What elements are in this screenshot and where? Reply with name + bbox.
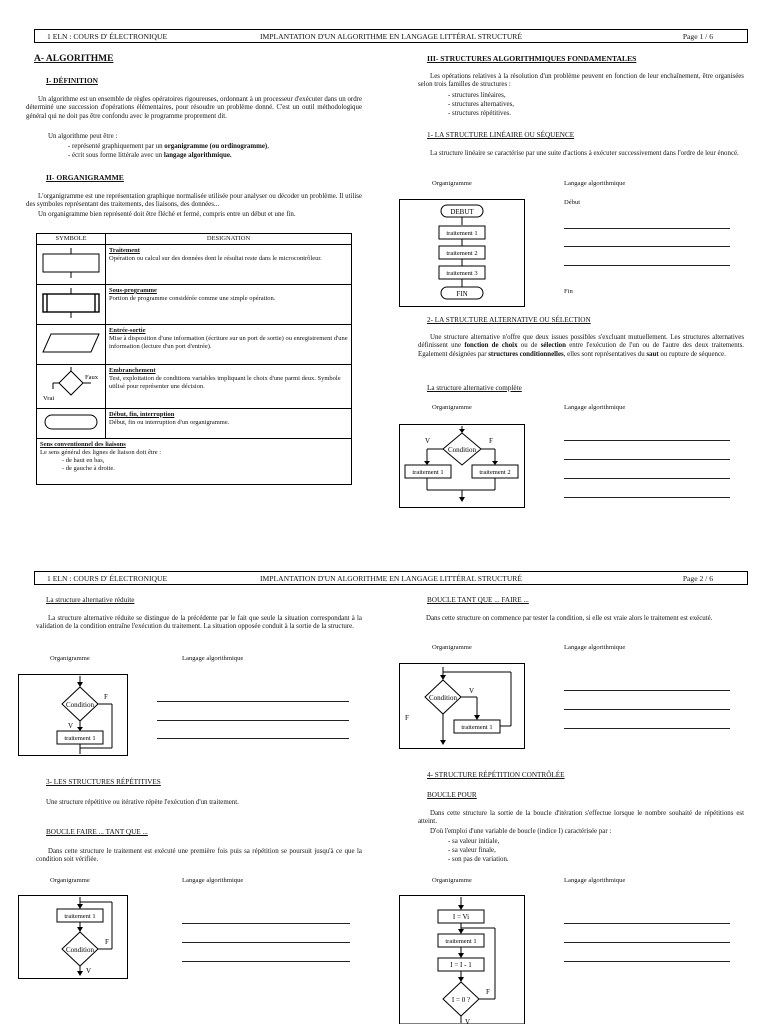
table-header-symbol: SYMBOLE [37, 234, 106, 245]
label-organigramme: Organigramme [432, 180, 472, 187]
i-zero-test-text: I = 0 ? [451, 996, 471, 1004]
f-label: F [105, 938, 109, 946]
bullet-text: , [267, 143, 269, 150]
structures-title: III- STRUCTURES ALGORITHMIQUES FONDAMENTALES [427, 54, 637, 63]
designation-title: Traitement [109, 246, 140, 254]
table-row [37, 244, 352, 284]
answer-line [564, 690, 730, 691]
traitement-1-text: traitement 1 [64, 913, 96, 920]
fin-text: FIN [456, 290, 468, 298]
answer-line [182, 961, 350, 962]
i-init-text: I = Vi [452, 913, 470, 921]
answer-line [564, 246, 730, 247]
input-output-symbol-icon [39, 328, 103, 358]
header-course: 1 ELN : COURS D' ÉLECTRONIQUE [47, 573, 168, 583]
boucle-tantque-flowchart [399, 663, 525, 749]
answer-line [182, 923, 350, 924]
label-langage: Langage algorithmique [564, 877, 626, 884]
f-label: F [405, 714, 409, 722]
answer-line [182, 942, 350, 943]
answer-line [157, 701, 349, 702]
traitement-1-text: traitement 1 [461, 724, 493, 731]
f-label: F [486, 988, 490, 996]
answer-line [157, 720, 349, 721]
para-bold: structures conditionnelles [488, 350, 564, 358]
alternative-reduced-paragraph: La structure alternative réduite se distingue de la précédente par le fait que seule la situation correspondant à la validation de la condition entraîne l'exécution du traitement. La situation opposée conduit à la sortie de la structure. [36, 615, 362, 631]
designation-text: Début, fin ou interruption d'un organigramme. [109, 418, 230, 426]
answer-line [564, 478, 730, 479]
boucle-pour-paragraph-2: D'où l'emploi d'une variable de boucle (indice I) caractérisée par : [430, 828, 612, 835]
answer-line [564, 961, 730, 962]
v-label: V [425, 437, 431, 445]
designation-cell [106, 324, 352, 364]
v-label: V [86, 967, 92, 975]
liaisons-cell [37, 438, 352, 484]
label-organigramme: Organigramme [432, 404, 472, 411]
designation-cell [106, 408, 352, 438]
linear-structure-title: 1- LA STRUCTURE LINÉAIRE OU SÉQUENCE [427, 131, 575, 139]
table-row [37, 438, 352, 484]
answer-line [564, 440, 730, 441]
header-title: IMPLANTATION D'UN ALGORITHME EN LANGAGE LITTÉRAL STRUCTURÉ [259, 31, 523, 41]
traitement-1-text: traitement 1 [445, 938, 477, 945]
label-langage: Langage algorithmique [564, 180, 626, 187]
designation-text: Test, exploitation de conditions variables impliquant le choix d'une parmi deux. Symbole utilisé pour représenter une décision. [109, 374, 341, 390]
boucle-pour-bullet-3: - son pas de variation. [448, 856, 509, 863]
liaisons-title: Sens conventionnel des liaisons [40, 440, 126, 448]
symbol-cell [37, 284, 106, 324]
designation-title: Entrée-sortie [109, 326, 146, 334]
boucle-pour-bullet-1: - sa valeur initiale, [448, 838, 500, 845]
para-text: Une structure alternative n'offre que deux issues possibles s'excluant mutuellement. Les structures alternatives définissent une [418, 334, 744, 350]
table-row [37, 284, 352, 324]
para-text: , elles sont représentatives du [563, 350, 647, 358]
answer-line [564, 942, 730, 943]
designation-cell [106, 364, 352, 408]
symbol-cell [37, 324, 106, 364]
controlled-repetition-title: 4- STRUCTURE RÉPÉTITION CONTRÔLÉE [427, 771, 565, 779]
structures-paragraph: Les opérations relatives à la résolution d'un problème peuvent en fonction de leur enchaînement, être organisées selon trois familles de structures : [418, 73, 744, 89]
label-langage: Langage algorithmique [182, 877, 244, 884]
label-organigramme: Organigramme [432, 644, 472, 651]
label-langage: Langage algorithmique [564, 404, 626, 411]
section-a-title: A- ALGORITHME [34, 54, 114, 64]
designation-text: Opération ou calcul sur des données dont le résultat reste dans le microcontrôleur. [109, 254, 322, 262]
label-debut: Début [564, 199, 581, 206]
page1-header [34, 29, 748, 43]
alternative-reduced-flowchart [18, 674, 128, 756]
table-row [37, 324, 352, 364]
f-label: F [489, 437, 493, 445]
definition-bullet-2 [68, 152, 232, 160]
boucle-pour-title: BOUCLE POUR [427, 791, 477, 799]
linear-flowchart [399, 199, 525, 307]
linear-structure-paragraph: La structure linéaire se caractérise par une suite d'actions à exécuter successivement dans l'ordre de leur énoncé. [430, 150, 739, 157]
page2-header [34, 571, 748, 585]
designation-title: Début, fin, interruption [109, 410, 175, 418]
traitement-2-text: traitement 2 [479, 469, 511, 476]
answer-line [564, 728, 730, 729]
header-page-number: Page 1 / 6 [682, 31, 713, 41]
symbol-table [36, 233, 352, 485]
answer-line [564, 265, 730, 266]
symbol-cell [37, 408, 106, 438]
process-symbol-icon [39, 248, 103, 278]
condition-text: Condition [65, 701, 95, 709]
subprogram-symbol-icon [39, 288, 103, 318]
designation-cell [106, 284, 352, 324]
traitement-1-text: traitement 1 [64, 735, 96, 742]
alternative-complete-flowchart [399, 424, 525, 508]
definition-paragraph: Un algorithme est un ensemble de règles opératoires rigoureuses, ordonnant à un processeur d'exécuter dans un ordre déterminé une succession d'opérations élémentaires, pour résoudre un problème donné. C'est un outil méthodologique général qui ne doit pas être confondu avec le programme proprement dit. [26, 96, 362, 120]
para-text: ou rupture de séquence. [658, 350, 726, 358]
boucle-faire-title: BOUCLE FAIRE ... TANT QUE ... [46, 828, 148, 836]
para-text: ou de [517, 342, 541, 350]
label-fin: Fin [564, 288, 573, 295]
designation-text: Portion de programme considérée comme une simple opération. [109, 294, 276, 302]
repetitive-structures-title: 3- LES STRUCTURES RÉPÉTITIVES [46, 778, 161, 786]
answer-line [564, 228, 730, 229]
liaisons-bullet: - de gauche à droite. [62, 464, 115, 472]
vrai-label: Vrai [43, 394, 55, 402]
designation-title: Sous-programme [109, 286, 157, 294]
structures-bullet-2: - structures alternatives, [448, 101, 515, 108]
condition-text: Condition [447, 446, 477, 454]
answer-line [564, 709, 730, 710]
designation-title: Embranchement [109, 366, 156, 374]
header-title: IMPLANTATION D'UN ALGORITHME EN LANGAGE LITTÉRAL STRUCTURÉ [259, 573, 523, 583]
alternative-complete-title: La structure alternative complète [427, 384, 522, 392]
para-text: entre l'exécution de l'un ou de l'autre des deux traitements. Egalement désignées par [418, 342, 744, 358]
designation-text: Mise à disposition d'une information (écriture sur un port de sortie) ou enregistrement d'une information (lecture d'un port d'entrée). [109, 334, 348, 350]
label-langage: Langage algorithmique [182, 655, 244, 662]
alternative-structure-title: 2- LA STRUCTURE ALTERNATIVE OU SÉLECTION [427, 316, 591, 324]
answer-line [564, 923, 730, 924]
answer-line [564, 497, 730, 498]
para-bold: fonction de choix [464, 342, 518, 350]
v-label: V [469, 687, 475, 695]
label-langage: Langage algorithmique [564, 644, 626, 651]
boucle-pour-paragraph: Dans cette structure la sortie de la boucle d'itération s'effectue lorsque le nombre souhaité de répétitions est atteint. [418, 810, 744, 826]
label-organigramme: Organigramme [50, 877, 90, 884]
v-label: V [68, 722, 74, 730]
traitement-2-text: traitement 2 [446, 250, 478, 257]
para-bold: sélection [540, 342, 566, 350]
definition-intro: Un algorithme peut être : [48, 133, 118, 140]
traitement-1-text: traitement 1 [412, 469, 444, 476]
v-label: V [465, 1018, 471, 1024]
designation-cell [106, 244, 352, 284]
bullet-bold: organigramme (ou ordinogramme) [164, 143, 268, 150]
organigramme-paragraph-2: Un organigramme bien représenté doit être fléché et fermé, compris entre un début et une fin. [38, 211, 296, 218]
i-decrement-text: I = I - 1 [450, 961, 472, 969]
header-course: 1 ELN : COURS D' ÉLECTRONIQUE [47, 31, 168, 41]
alternative-reduced-title: La structure alternative réduite [46, 596, 135, 604]
debut-text: DEBUT [450, 208, 474, 216]
condition-text: Condition [65, 946, 95, 954]
table-row [37, 408, 352, 438]
structures-bullet-3: - structures répétitives. [448, 110, 511, 117]
answer-line [157, 738, 349, 739]
traitement-1-text: traitement 1 [446, 230, 478, 237]
bullet-bold: langage algorithmique. [163, 152, 232, 159]
decision-symbol-icon [39, 367, 103, 403]
bullet-text: - représenté graphiquement par un [68, 143, 165, 150]
bullet-text: - écrit sous forme littérale avec un [68, 152, 164, 159]
repetitive-structures-paragraph: Une structure répétitive ou itérative répète l'exécution d'un traitement. [46, 799, 239, 806]
alternative-structure-paragraph [418, 334, 744, 359]
faux-label: Faux [85, 373, 98, 381]
terminal-symbol-icon [39, 411, 103, 433]
definition-bullet-1 [68, 143, 269, 151]
condition-text: Condition [428, 694, 458, 702]
label-organigramme: Organigramme [50, 655, 90, 662]
boucle-pour-flowchart [399, 895, 525, 1024]
para-bold: saut [646, 350, 659, 358]
answer-line [564, 459, 730, 460]
boucle-tantque-title: BOUCLE TANT QUE ... FAIRE ... [427, 596, 529, 604]
liaisons-text: Le sens général des lignes de liaison doit être : [40, 448, 162, 456]
organigramme-paragraph: L'organigramme est une représentation graphique normalisée utilisée pour analyser ou décoder un problème. Il utilise des symboles représentant des traitements, des liaisons, des données... [26, 193, 362, 209]
label-organigramme: Organigramme [432, 877, 472, 884]
symbol-cell [37, 244, 106, 284]
boucle-pour-bullet-2: - sa valeur finale, [448, 847, 496, 854]
traitement-3-text: traitement 3 [446, 270, 478, 277]
symbol-cell [37, 364, 106, 408]
table-row [37, 364, 352, 408]
boucle-faire-paragraph: Dans cette structure le traitement est exécuté une première fois puis sa répétition se poursuit jusqu'à ce que la condition soit vérifiée. [36, 848, 362, 864]
header-page-number: Page 2 / 6 [682, 573, 713, 583]
boucle-faire-flowchart [18, 895, 128, 979]
boucle-tantque-paragraph: Dans cette structure on commence par tester la condition, si elle est vraie alors le traitement est exécuté. [426, 615, 713, 622]
structures-bullet-1: - structures linéaires, [448, 92, 506, 99]
f-label: F [104, 693, 108, 701]
liaisons-bullet: - de haut en bas, [62, 456, 105, 464]
organigramme-title: II- ORGANIGRAMME [46, 173, 124, 182]
table-header-designation: DESIGNATION [106, 234, 352, 245]
definition-title: I- DÉFINITION [46, 76, 98, 85]
